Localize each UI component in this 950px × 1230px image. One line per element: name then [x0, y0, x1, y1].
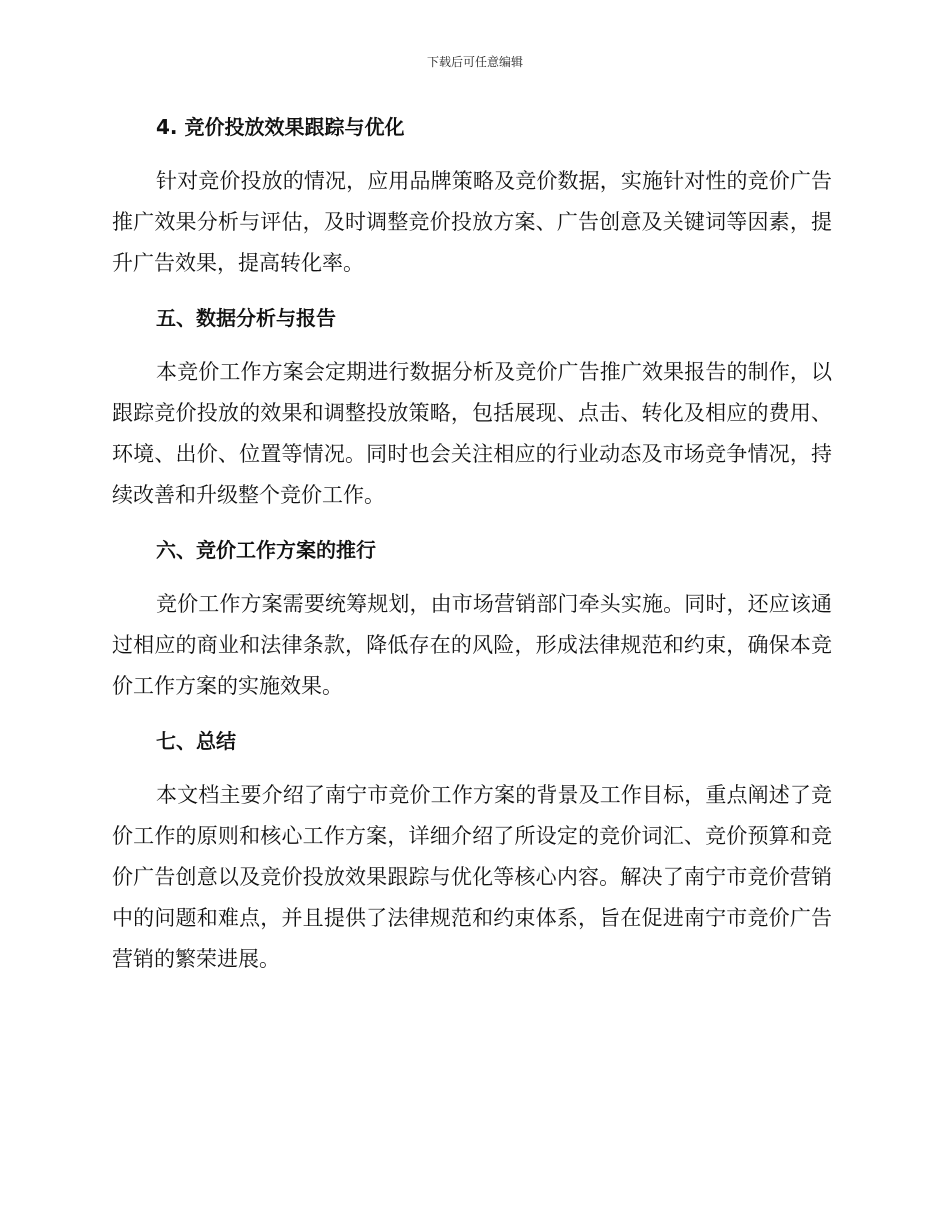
document-body [112, 112, 832, 980]
section-paragraph-summary: 本文档主要介绍了南宁市竞价工作方案的背景及工作目标，重点阐述了竞价工作的原则和核心工作方案，详细介绍了所设定的竞价词汇、竞价预算和竞价广告创意以及竞价投放效果跟踪与优化等核心内容。解决了南宁市竞价营销中的问题和难点，并且提供了法律规范和约束体系，旨在促进南宁市竞价广告营销的繁荣进展。 [112, 783, 832, 971]
section-paragraph-data-analysis: 本竞价工作方案会定期进行数据分析及竞价广告推广效果报告的制作，以跟踪竞价投放的效果和调整投放策略，包括展现、点击、转化及相应的费用、环境、出价、位置等情况。同时也会关注相应的行业动态及市场竞争情况，持续改善和升级整个竞价工作。 [112, 360, 832, 507]
section-paragraph-tracking: 针对竞价投放的情况，应用品牌策略及竞价数据，实施针对性的竞价广告推广效果分析与评估，及时调整竞价投放方案、广告创意及关键词等因素，提升广告效果，提高转化率。 [112, 169, 832, 275]
section-paragraph-implementation: 竞价工作方案需要统筹规划，由市场营销部门牵头实施。同时，还应该通过相应的商业和法律条款，降低存在的风险，形成法律规范和约束，确保本竞价工作方案的实施效果。 [112, 592, 832, 698]
section-heading-data-analysis: 五、数据分析与报告 [156, 306, 336, 330]
section-heading-summary: 七、总结 [156, 729, 236, 753]
header-note: 下载后可任意编辑 [426, 55, 523, 69]
section-heading-implementation: 六、竞价工作方案的推行 [156, 538, 376, 562]
section-heading-tracking: 4. 竞价投放效果跟踪与优化 [156, 115, 405, 139]
